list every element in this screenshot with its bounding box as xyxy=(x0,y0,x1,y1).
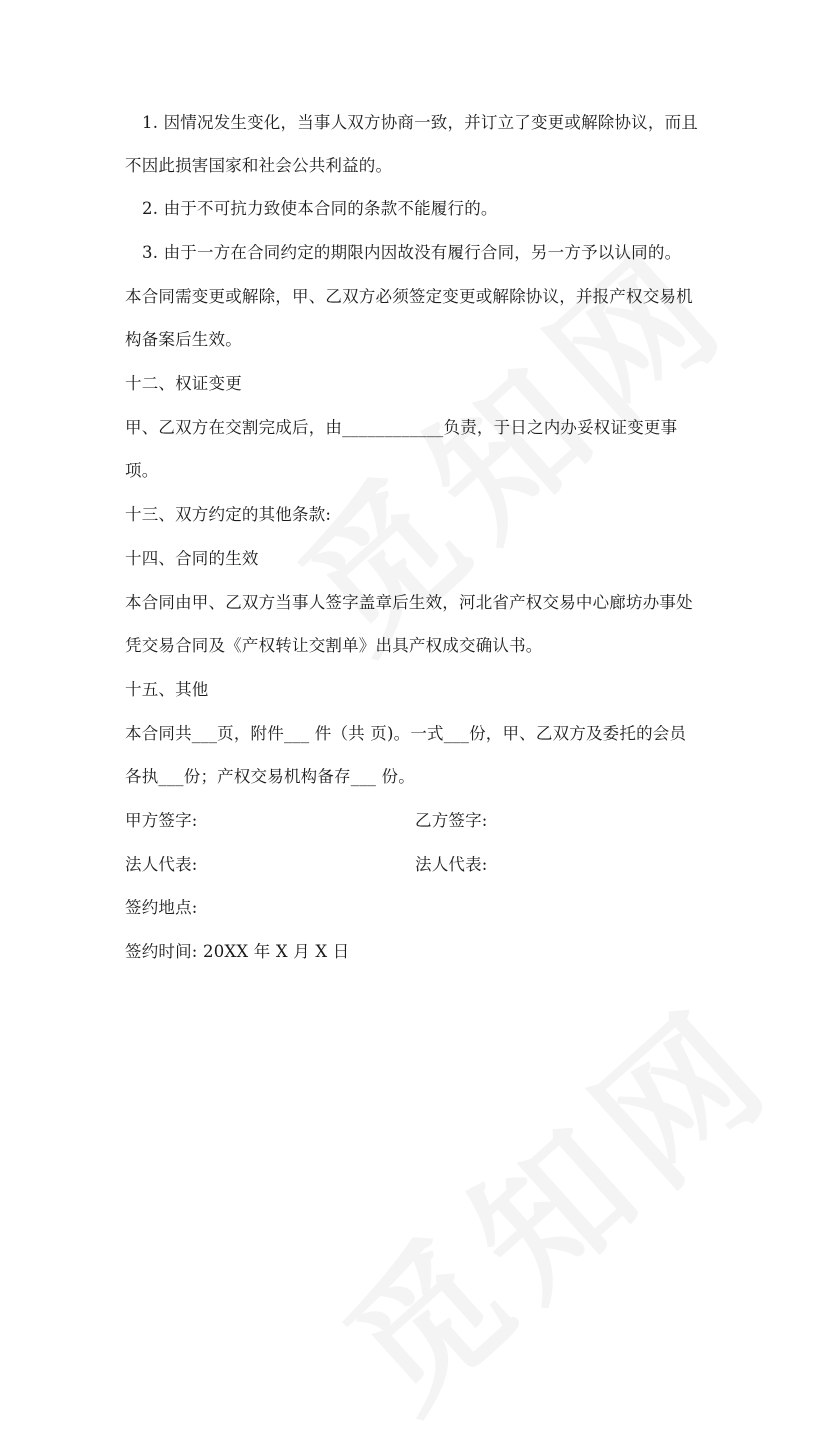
party-b-signature-label: 乙方签字: xyxy=(415,811,488,830)
paragraph-other-cont: 各执___份；产权交易机构备存___ 份。 xyxy=(125,767,415,786)
party-a-representative-label: 法人代表: xyxy=(125,855,198,874)
clause-item-1: 1. 因情况发生变化，当事人双方协商一致，并订立了变更或解除协议，而且 xyxy=(142,113,698,132)
paragraph-title-change: 甲、乙双方在交割完成后，由____________负责，于日之内办妥权证变更事 xyxy=(125,418,678,437)
watermark-bottom xyxy=(292,949,811,1447)
section-heading-13: 十三、双方约定的其他条款: xyxy=(125,505,332,524)
paragraph-title-change-cont: 项。 xyxy=(125,461,159,480)
section-heading-14: 十四、合同的生效 xyxy=(125,549,259,568)
paragraph-change-cont: 构备案后生效。 xyxy=(125,330,242,349)
clause-item-1-cont: 不因此损害国家和社会公共利益的。 xyxy=(125,156,393,175)
paragraph-other: 本合同共___页，附件___ 件（共 页)。一式___份，甲、乙双方及委托的会员 xyxy=(125,724,687,743)
section-heading-15: 十五、其他 xyxy=(125,680,209,699)
section-heading-12: 十二、权证变更 xyxy=(125,374,242,393)
paragraph-effect-cont: 凭交易合同及《产权转让交割单》出具产权成交确认书。 xyxy=(125,636,543,655)
party-b-representative-label: 法人代表: xyxy=(415,855,488,874)
clause-item-2: 2. 由于不可抗力致使本合同的条款不能履行的。 xyxy=(142,199,498,218)
clause-item-3: 3. 由于一方在合同约定的期限内因故没有履行合同，另一方予以认同的。 xyxy=(142,243,682,262)
signing-time-label: 签约时间: 20XX 年 X 月 X 日 xyxy=(125,942,350,961)
paragraph-effect: 本合同由甲、乙双方当事人签字盖章后生效，河北省产权交易中心廊坊办事处 xyxy=(125,593,693,612)
party-a-signature-label: 甲方签字: xyxy=(125,811,198,830)
signing-place-label: 签约地点: xyxy=(125,898,198,917)
paragraph-change: 本合同需变更或解除，甲、乙双方必须签定变更或解除协议，并报产权交易机 xyxy=(125,287,693,306)
